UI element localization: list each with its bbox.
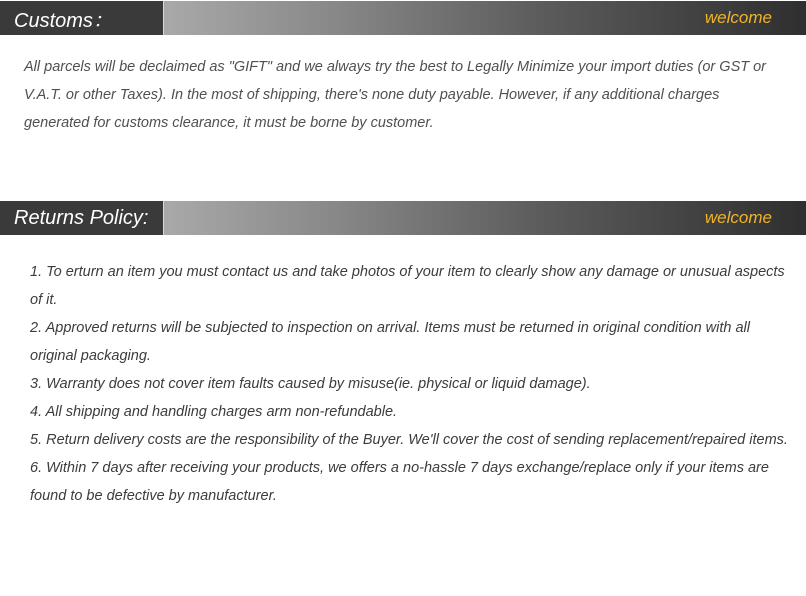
returns-policy-item-6: 6. Within 7 days after receiving your products, we offers a no-hassle 7 days exchange/replace only if your items are found to be defective by manufacturer. <box>30 460 769 504</box>
returns-title-box <box>0 201 164 235</box>
customs-title: Customs： <box>14 9 113 32</box>
customs-title-box <box>0 1 164 35</box>
customs-description: All parcels will be declaimed as "GIFT" and we always try the best to Legally Minimize your import duties (or GST or V.A.T. or other Taxes). In the most of shipping, there's none duty payable. However, if any additional charges generated for customs clearance, it must be borne by customer. <box>24 59 767 131</box>
customs-header-bar <box>164 1 806 35</box>
returns-policy-list <box>30 258 790 510</box>
customs-header <box>0 1 806 35</box>
returns-header-bar <box>164 201 806 235</box>
returns-title: Returns Policy: <box>14 206 149 229</box>
returns-header <box>0 201 806 235</box>
returns-policy-item-1: 1. To erturn an item you must contact us and take photos of your item to clearly show any damage or unusual aspects of it. <box>30 264 785 308</box>
returns-policy-item-4: 4. All shipping and handling charges arm non-refundable. <box>30 404 398 420</box>
returns-policy-item-2: 2. Approved returns will be subjected to inspection on arrival. Items must be returned in original condition with all original packaging. <box>30 320 751 364</box>
returns-policy-item-5: 5. Return delivery costs are the responsibility of the Buyer. We'll cover the cost of sending replacement/repaired items. <box>30 432 788 448</box>
returns-policy-item-3: 3. Warranty does not cover item faults caused by misuse(ie. physical or liquid damage). <box>30 376 591 392</box>
returns-welcome-label: welcome <box>704 208 772 227</box>
customs-welcome-label: welcome <box>704 8 772 27</box>
